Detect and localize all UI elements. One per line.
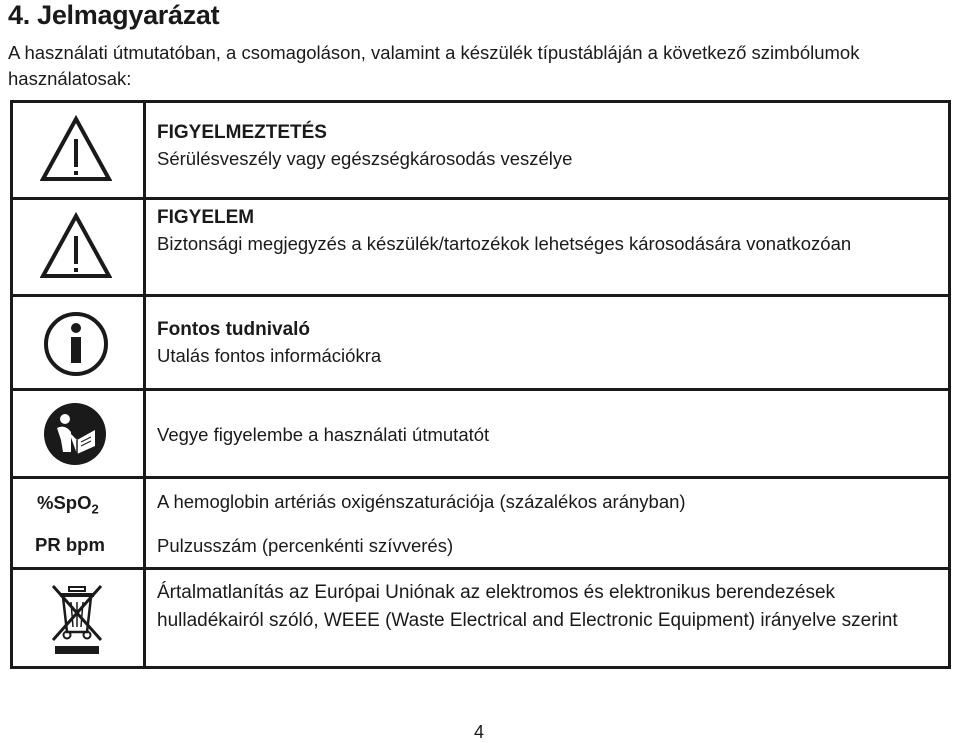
row-warning <box>13 103 948 197</box>
pr-symbol: PR bpm <box>35 534 105 555</box>
manual-text: Vegye figyelembe a használati útmutatót <box>157 424 490 445</box>
warning-title: FIGYELMEZTETÉS <box>157 122 327 143</box>
row-spo2 <box>13 479 948 525</box>
read-manual-icon <box>43 402 107 466</box>
info-text: Utalás fontos információkra <box>157 345 382 366</box>
caution-text: Biztonsági megjegyzés a készülék/tartozékok lehetséges károsodására vonatkozóan <box>157 233 852 254</box>
row-caution <box>13 200 948 294</box>
spo2-text: A hemoglobin artériás oxigénszaturációja (százalékos arányban) <box>157 491 686 512</box>
symbol-table <box>10 100 951 669</box>
row-manual <box>13 391 948 476</box>
spo2-symbol-text: %SpO <box>37 492 92 513</box>
warning-triangle-icon <box>40 115 112 183</box>
row-weee <box>13 570 948 666</box>
crossed-bin-icon <box>49 582 105 658</box>
spo2-symbol <box>37 492 99 517</box>
info-circle-icon <box>43 311 109 377</box>
pr-text: Pulzusszám (percenkénti szívverés) <box>157 535 454 556</box>
section-heading: 4. Jelmagyarázat <box>8 0 220 30</box>
spo2-subscript: 2 <box>91 501 99 517</box>
row-pr <box>13 525 948 567</box>
intro-text: A használati útmutatóban, a csomagoláson, valamint a készülék típustábláján a következő szimbólumok használatosak: <box>8 42 860 89</box>
info-title: Fontos tudnivaló <box>157 319 311 340</box>
weee-text: Ártalmatlanítás az Európai Uniónak az elektromos és elektronikus berendezések hulladékairól szóló, WEEE (Waste Electrical and Electronic Equipment) irányelve szerint <box>157 582 898 631</box>
caution-title: FIGYELEM <box>157 207 255 228</box>
warning-text: Sérülésveszély vagy egészségkárosodás veszélye <box>157 148 573 169</box>
page-number: 4 <box>474 722 485 742</box>
warning-triangle-icon <box>40 212 112 280</box>
row-info <box>13 297 948 388</box>
